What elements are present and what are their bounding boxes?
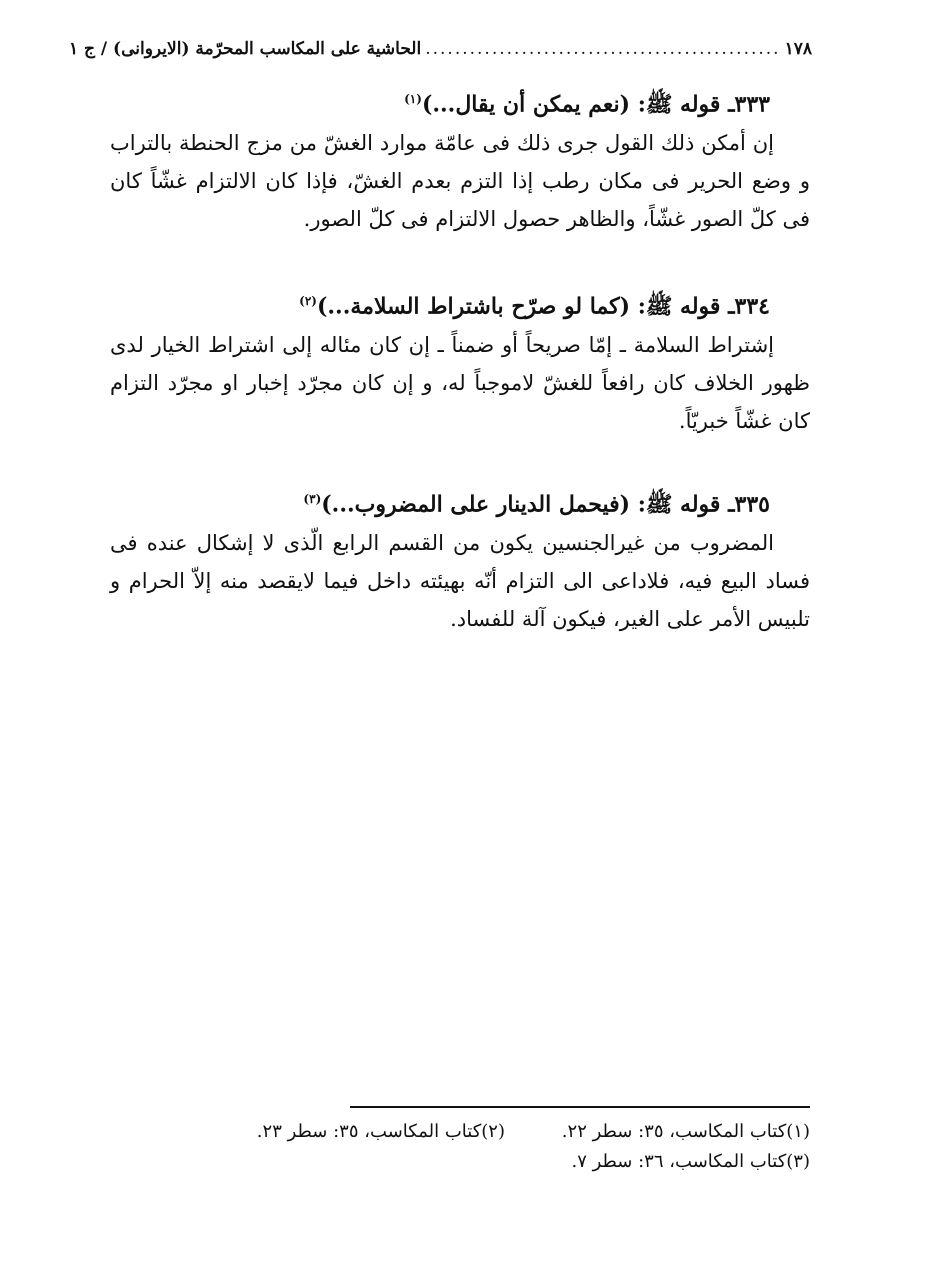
entry-body: إشتراط السلامة ـ إمّا صريحاً أو ضمناً ـ إن كان مئاله إلى اشتراط الخيار لدى ظهور الخلاف كان رافعاً للغشّ لاموجباً له، و إن كان مجرّد إخبار او مجرّد التزام كان غشّاً خبريّاً. — [110, 333, 810, 433]
entry-heading-text: ٣٣٣ـ قوله ﷺ: (نعم يمكن أن يقال...) — [421, 91, 770, 118]
leader-dots: ................................................ — [425, 39, 781, 59]
entry-heading — [110, 84, 810, 118]
footnote-row — [200, 1118, 810, 1148]
entry-body: إن أمكن ذلك القول جرى ذلك فى عامّة موارد الغشّ من مزج الحنطة بالتراب و وضع الحرير فى مكان رطب إذا التزم بعدم الغشّ، فإذا كان الالتزام غشّاً كان فى كلّ الصور غشّاً، والظاهر حصول الالتزام فى كلّ الصور. — [110, 131, 810, 231]
entry-body: المضروب من غيرالجنسين يكون من القسم الرابع الّذى لا إشكال عنده فى فساد البيع فيه، فلاداعى الى التزام أنّه بهيئته داخل فيما لايقصد منه إلاّ الحرام و تلبيس الأمر على الغير، فيكون آلة للفساد. — [110, 531, 810, 631]
page-number: ١٧٨ — [784, 39, 812, 59]
footnote-reference: (٣) — [303, 492, 322, 506]
entry-heading — [110, 286, 810, 320]
entry-heading — [110, 484, 810, 518]
commentary-entry — [110, 484, 810, 638]
entry-heading-text: ٣٣٤ـ قوله ﷺ: (كما لو صرّح باشتراط السلامة...) — [316, 293, 770, 320]
running-title: الحاشية على المكاسب المحرّمة (الايروانی) / ج ١ — [68, 39, 422, 59]
running-head — [68, 36, 812, 62]
footnote-divider — [350, 1106, 810, 1108]
footnotes — [200, 1118, 810, 1178]
entry-heading-text: ٣٣٥ـ قوله ﷺ: (فيحمل الدينار على المضروب...) — [321, 491, 770, 518]
footnote-reference: (١) — [404, 92, 422, 106]
commentary-entry — [110, 286, 810, 440]
footnote-1: (١)كتاب المكاسب، ٣٥: سطر ٢٢. — [561, 1121, 810, 1142]
footnote-row — [200, 1148, 810, 1178]
footnote-2: (٢)كتاب المكاسب، ٣٥: سطر ٢٣. — [256, 1121, 505, 1142]
footnote-3: (٣)كتاب المكاسب، ٣٦: سطر ٧. — [571, 1151, 810, 1172]
commentary-entry — [110, 84, 810, 238]
footnote-reference: (٢) — [299, 294, 317, 308]
